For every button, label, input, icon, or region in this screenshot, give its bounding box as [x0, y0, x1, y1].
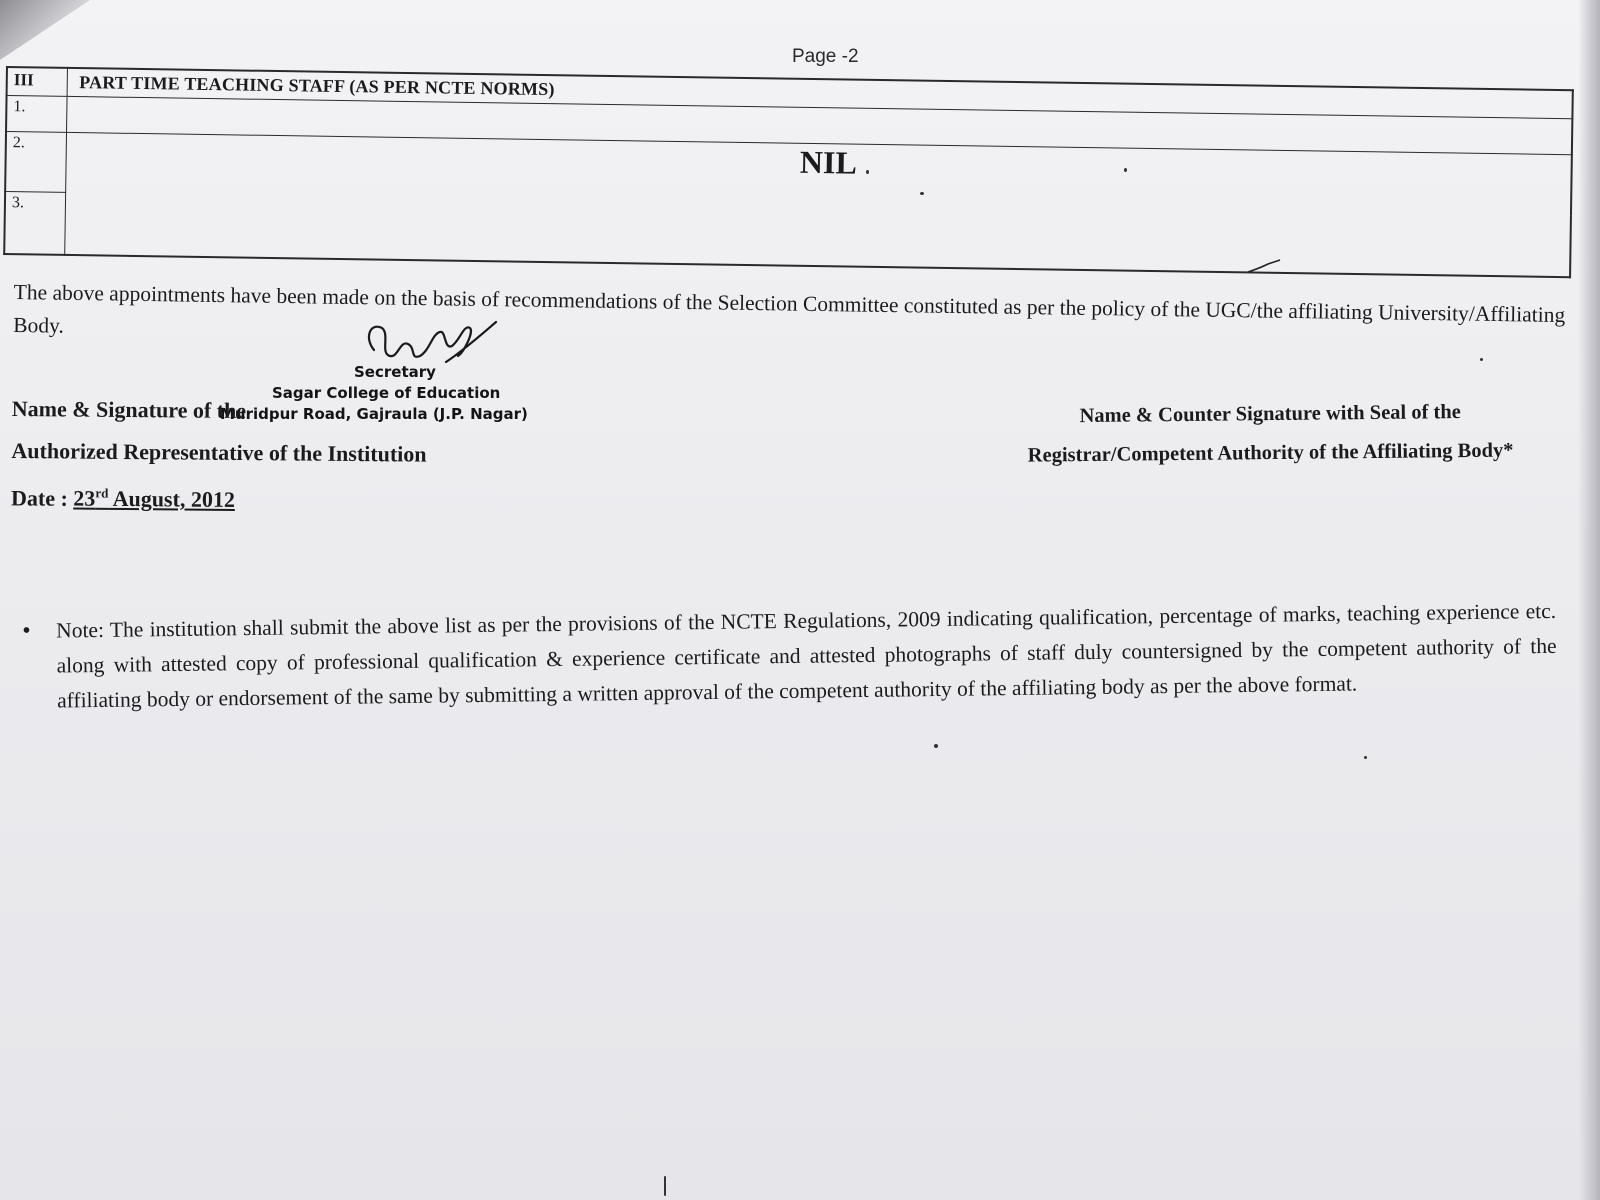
paper-speck	[1124, 168, 1127, 172]
signature-label-line1: Name & Signature of the	[11, 395, 247, 424]
paper-speck	[920, 192, 924, 195]
nil-entry: NIL	[64, 132, 1572, 276]
staff-table-section	[3, 66, 1586, 278]
page-corner-shadow	[0, 0, 90, 60]
paper-speck	[1364, 756, 1367, 759]
date-suffix: rd	[95, 485, 109, 501]
section-number: III	[7, 67, 67, 96]
signature-date	[11, 472, 427, 523]
page-number-label: Page -2	[792, 46, 859, 67]
stamp-institution-name: Sagar College of Education	[272, 384, 501, 402]
row-number: 3.	[4, 192, 65, 255]
paper-speck	[664, 1176, 666, 1196]
counter-signature-block	[990, 392, 1551, 476]
date-label: Date :	[10, 485, 74, 511]
tick-mark-icon	[1246, 258, 1282, 274]
counter-signature-line2: Registrar/Competent Authority of the Affiliating Body*	[1027, 439, 1514, 467]
row-number: 1.	[6, 96, 67, 133]
signature-label-line2: Authorized Representative of the Institution	[11, 437, 427, 467]
date-day: 23	[73, 485, 96, 512]
stamp-title: Secretary	[354, 363, 436, 381]
paper-speck	[866, 170, 869, 174]
paper-speck	[934, 744, 938, 748]
bullet-icon: •	[22, 617, 31, 644]
appointment-statement: The above appointments have been made on the basis of recommendations of the Selection Committee constituted as per the policy of the UGC/the affiliating University/Affiliating Body.	[13, 279, 1566, 338]
date-rest: August, 2012	[108, 486, 236, 513]
paper-speck	[1480, 358, 1483, 361]
part-time-staff-table	[3, 66, 1574, 278]
counter-signature-line1: Name & Counter Signature with Seal of the	[1079, 401, 1461, 428]
stamp-address: Muridpur Road, Gajraula (J.P. Nagar)	[220, 405, 528, 423]
table-heading: PART TIME TEACHING STAFF (AS PER NCTE NORMS)	[67, 68, 1573, 119]
note-text: Note: The institution shall submit the above list as per the provisions of the NCTE Regulations, 2009 indicating qualification, percentage of marks, teaching experience etc. along with attested copy of professional qualification & experience certificate and attested photographs of staff duly countersigned by the competent authority of the affiliating body or endorsement of the same by submitting a written approval of the competent authority of the affiliating body as per the above format.	[56, 598, 1557, 713]
note-section	[22, 594, 1583, 719]
row-number: 2.	[5, 132, 66, 193]
institution-signature-block	[11, 388, 427, 523]
date-value	[73, 486, 235, 512]
